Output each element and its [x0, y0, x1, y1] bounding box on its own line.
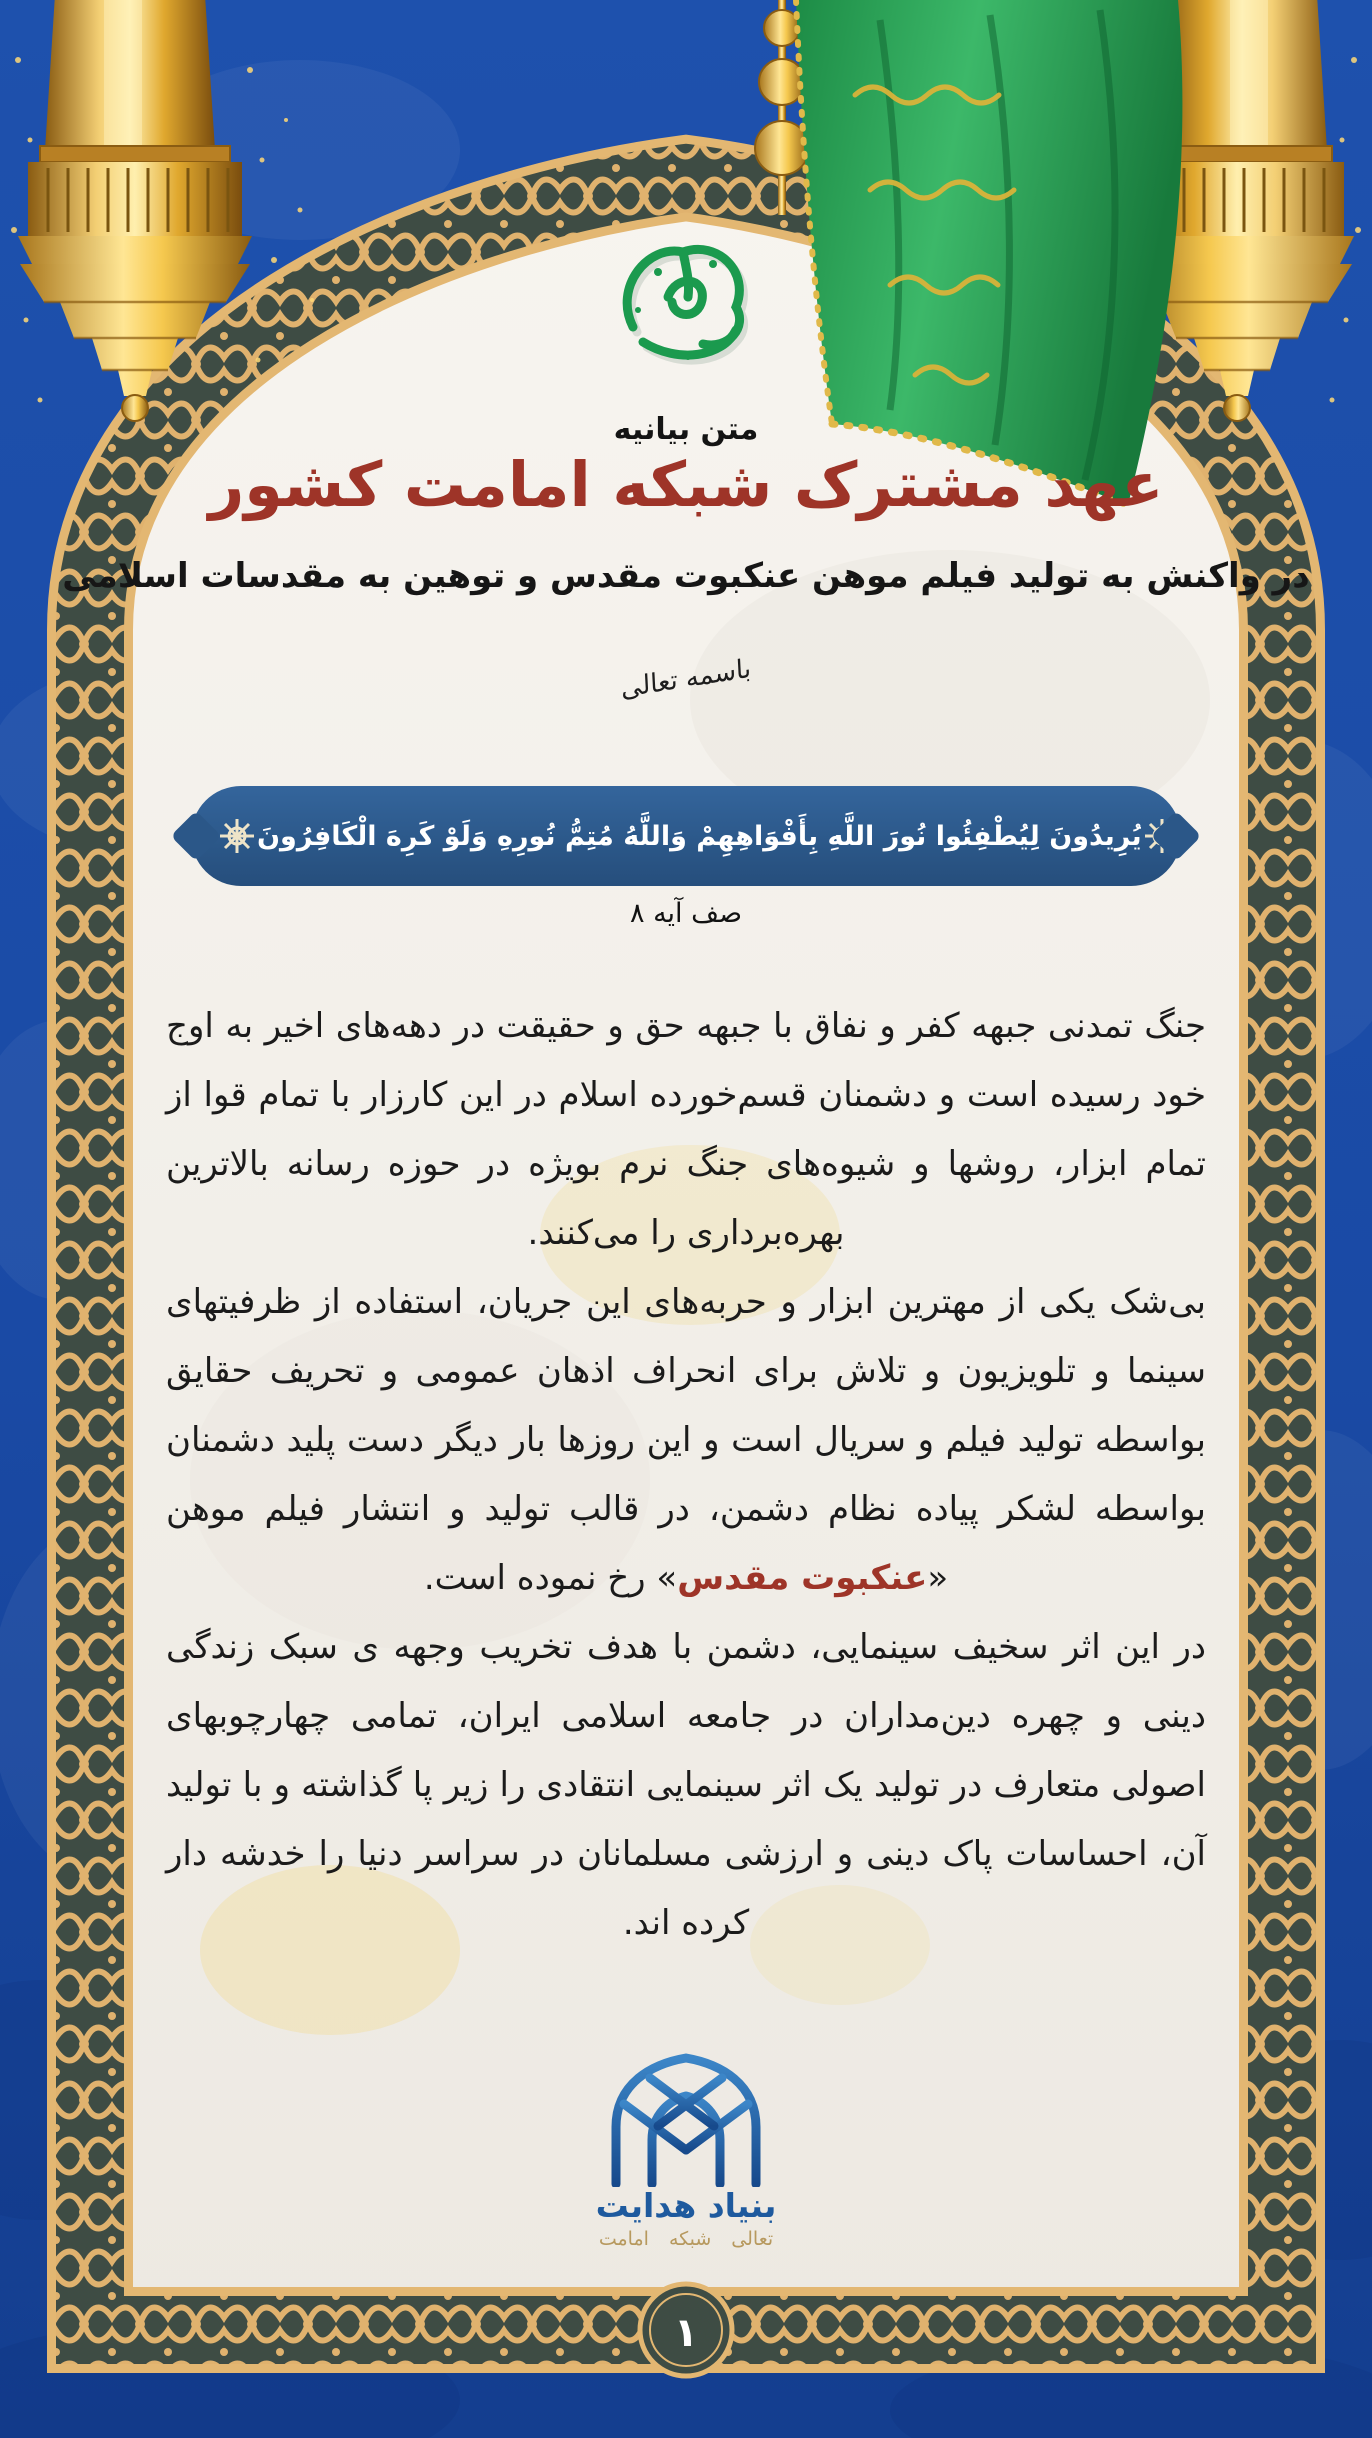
- rosette-icon: [217, 815, 257, 857]
- body-paragraph-2-lead: بی‌شک یکی از مهترین ابزار و حربه‌های این جریان، استفاده از ظرفیتهای سینما و تلویزیون و تلاش برای انحراف اذهان عمومی و تحریف حقایق بواسطه تولید فیلم و سریال است و این روزها بار دیگر دست پلید دشمنان بواسطه لشکر پیاده نظام دشمن، در قالب تولید و انتشار فیلم موهن «: [166, 1282, 1206, 1598]
- verse-reference: صف آیه ۸: [629, 898, 743, 929]
- logo-tagline: تعالی شبکه امامت: [598, 2228, 774, 2250]
- film-title-highlight: عنکبوت مقدس: [677, 1558, 928, 1598]
- bismillah-calligraphy: باسمه تعالی: [620, 653, 752, 705]
- body-paragraph-2: [166, 1268, 1206, 1613]
- body-paragraph-2-tail: » رخ نموده است.: [423, 1558, 678, 1598]
- statement-body: [166, 992, 1206, 1958]
- logo-title: بنیاد هدایت: [595, 2186, 777, 2225]
- page-title: عهد مشترک شبکه امامت کشور: [208, 448, 1164, 521]
- statement-subtitle: در واکنش به تولید فیلم موهن عنکبوت مقدس و توهین به مقدسات اسلامی: [62, 556, 1310, 596]
- quran-verse-text: یُرِیدُونَ لِیُطْفِئُوا نُورَ اللَّهِ بِأَفْوَاهِهِمْ وَاللَّهُ مُتِمُّ نُورِهِ وَلَوْ کَرِهَ الْکَافِرُونَ: [257, 820, 1142, 852]
- rosette-icon: [1142, 815, 1182, 857]
- body-paragraph-3: در این اثر سخیف سینمایی، دشمن با هدف تخریب وجهه ی سبک زندگی دینی و چهره دین‌مداران در جامعه اسلامی ایران، تمامی چهارچوبهای اصولی متعارف در تولید یک اثر سینمایی انتقادی را زیر پا گذاشته و با تولید آن، احساسات پاک دینی و ارزشی مسلمانان در سراسر دنیا را خدشه دار کرده اند.: [166, 1627, 1206, 1943]
- statement-label: متن بیانیه: [613, 412, 759, 447]
- body-paragraph-1: جنگ تمدنی جبهه کفر و نفاق با جبهه حق و حقیقت در دهه‌های اخیر به اوج خود رسیده است و دشمنان قسم‌خورده اسلام در این کارزار با تمام قوا از تمام ابزار، روشها و شیوه‌های جنگ نرم بویژه در حوزه رسانه بالاترین بهره‌برداری را می‌کنند.: [166, 1006, 1206, 1253]
- quran-verse-banner: [191, 786, 1181, 886]
- bonyad-hedayat-logo-icon: [601, 2052, 771, 2191]
- page-number: ۱: [673, 2310, 699, 2356]
